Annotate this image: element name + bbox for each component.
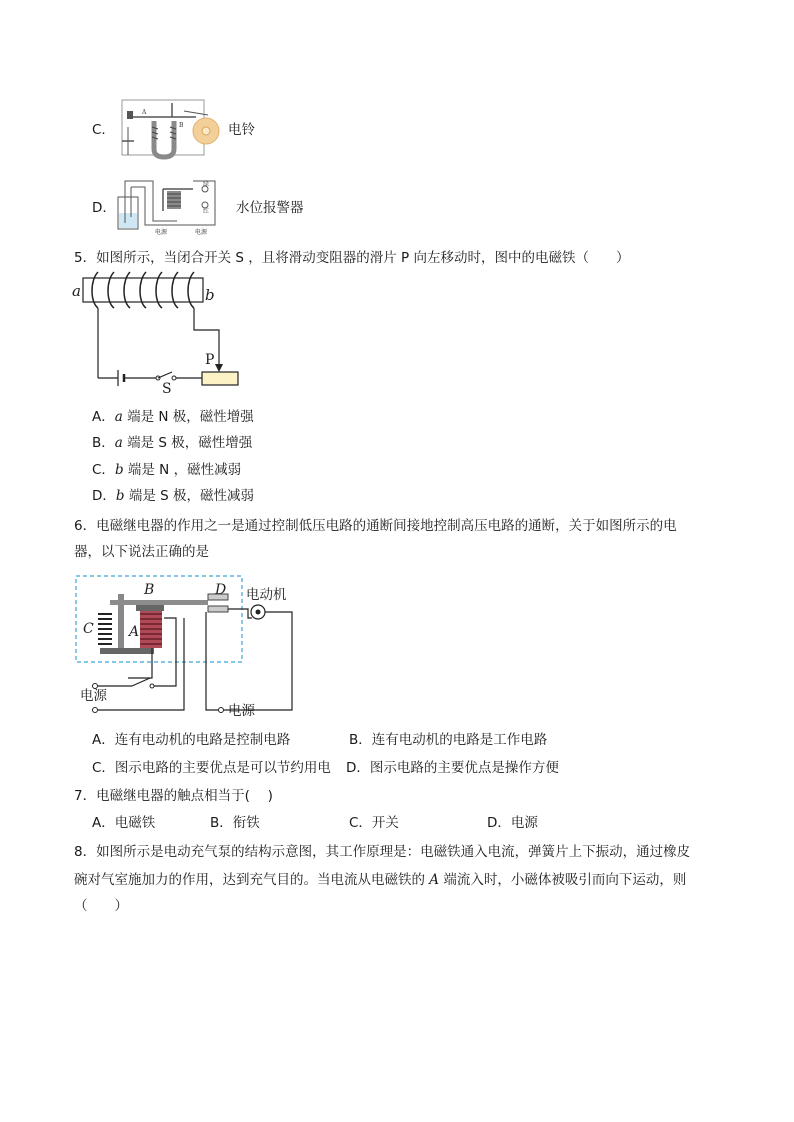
option-d-letter: D. [92, 200, 107, 216]
option-c-caption: 电铃 [228, 122, 255, 138]
q5-electromagnet-circuit [68, 270, 248, 394]
q6-option-b: B．连有电动机的电路是工作电路 [349, 732, 548, 748]
electric-bell-figure [114, 97, 220, 161]
q5-option-b: B．a 端是 S 极，磁性增强 [92, 435, 253, 451]
q6-option-a: A．连有电动机的电路是控制电路 [92, 732, 291, 748]
motor-label: 电动机 [246, 587, 287, 603]
q7-stem: 7．电磁继电器的触点相当于( ) [74, 788, 273, 804]
svg-text:A: A [142, 109, 147, 116]
q5-option-c: C．b 端是 N ，磁性减弱 [92, 462, 242, 478]
q8-line1: 8．如图所示是电动充气泵的结构示意图，其工作原理是：电磁铁通入电流，弹簧片上下振动，通过橡皮 [74, 844, 691, 860]
option-c-letter: C. [92, 122, 106, 138]
q7-option-b: B．衔铁 [210, 815, 260, 831]
source-label-2: 电源 [195, 229, 208, 236]
q7-option-a: A．电磁铁 [92, 815, 156, 831]
green-lamp-label: 绿 [203, 181, 210, 188]
red-lamp-label: 红 [203, 208, 210, 215]
q5-stem: 5．如图所示，当闭合开关 S ，且将滑动变阻器的滑片 P 向左移动时，图中的电磁铁（ ） [74, 250, 630, 266]
q6-option-c: C．图示电路的主要优点是可以节约用电 [92, 760, 331, 776]
end-b-label: b [205, 286, 215, 304]
power-right-label: 电源 [228, 703, 255, 719]
q7-option-c: C．开关 [349, 815, 399, 831]
label-d: D [215, 582, 227, 598]
q6-option-d: D．图示电路的主要优点是操作方便 [346, 760, 559, 776]
q8-answer-bracket: （ ） [74, 898, 128, 914]
q8-line2: 碗对气室施加力的作用，达到充气目的。当电流从电磁铁的 A 端流入时，小磁体被吸引而向下运动，则 [74, 872, 687, 888]
q5-option-d: D．b 端是 S 极，磁性减弱 [92, 488, 255, 504]
source-label-1: 电源 [155, 229, 168, 236]
power-left-label: 电源 [80, 688, 107, 704]
q6-stem-line2: 器，以下说法正确的是 [74, 544, 209, 560]
label-c: C [83, 621, 94, 637]
svg-text:B: B [179, 122, 184, 129]
label-a: A [129, 624, 140, 640]
label-b: B [144, 582, 155, 598]
q7-option-d: D．电源 [487, 815, 538, 831]
end-a-label: a [72, 282, 81, 300]
switch-s-label: S [162, 381, 172, 394]
slider-p-label: P [205, 352, 215, 368]
option-d-caption: 水位报警器 [236, 200, 304, 216]
water-level-alarm-figure [115, 177, 227, 237]
q6-stem-line1: 6．电磁继电器的作用之一是通过控制低压电路的通断间接地控制高压电路的通断，关于如图所示的电 [74, 518, 677, 534]
q5-option-a: A．a 端是 N 极，磁性增强 [92, 409, 254, 425]
